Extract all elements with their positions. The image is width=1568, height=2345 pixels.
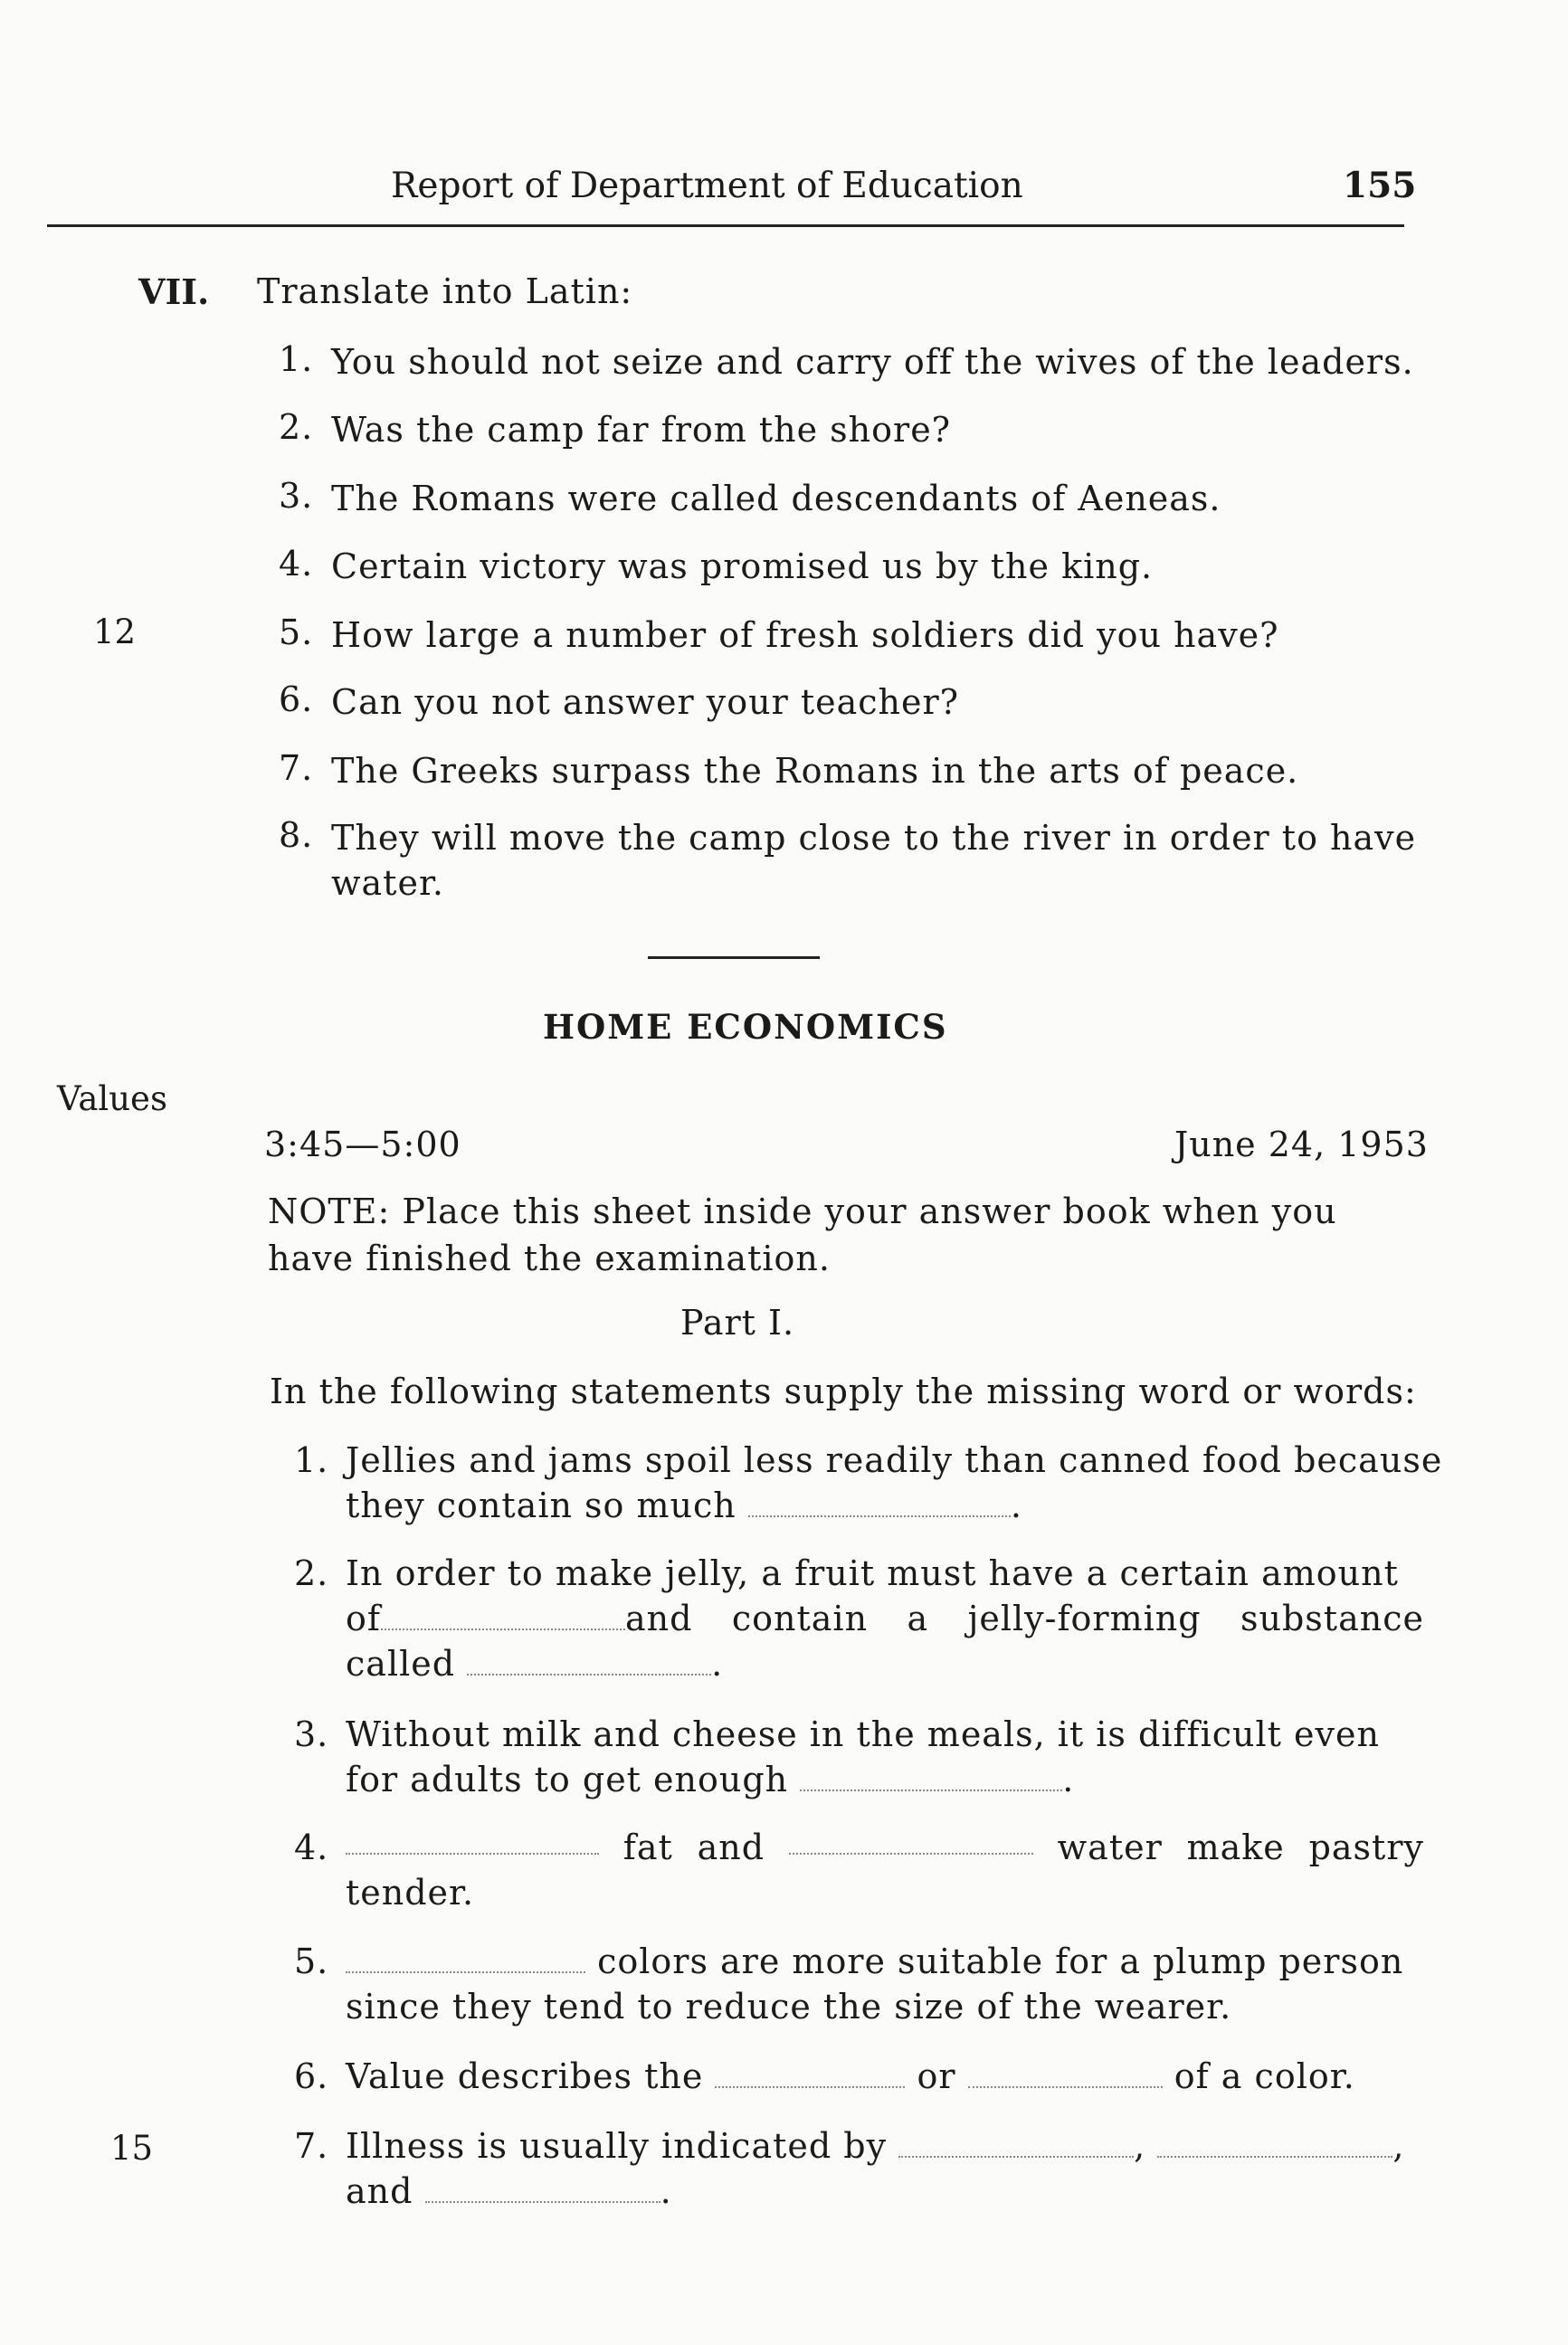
- item-text: How large a number of fresh soldiers did you have?: [331, 615, 1279, 655]
- exam-note: [268, 1188, 1421, 1282]
- item-line: [346, 1714, 1424, 1754]
- item-text: .: [1062, 1760, 1075, 1799]
- margin-values-label: Values: [57, 1079, 167, 1118]
- item-number: 6.: [279, 679, 314, 719]
- item-text: Jellies and jams spoil less readily than canned food because: [346, 1440, 1443, 1480]
- item-text: ,: [1392, 2126, 1405, 2166]
- item-text: water: [1057, 1828, 1163, 1867]
- item-number: 2.: [294, 1553, 329, 1593]
- item-text: Value describes the: [346, 2056, 704, 2096]
- answer-blank[interactable]: [898, 2131, 1134, 2158]
- item-text: of a color.: [1174, 2056, 1355, 2096]
- item-text: Can you not answer your teacher?: [331, 682, 960, 722]
- item-number: 5.: [294, 1942, 329, 1981]
- answer-blank[interactable]: [467, 1648, 711, 1676]
- item-number: 3.: [279, 476, 314, 516]
- item-number: 3.: [294, 1714, 329, 1754]
- item-text: make: [1186, 1828, 1285, 1867]
- item-text: The Romans were called descendants of Aeneas.: [331, 479, 1221, 518]
- item-number: 8.: [279, 815, 314, 855]
- item-line: [346, 1760, 1424, 1799]
- margin-value: 15: [110, 2129, 154, 2168]
- header-rule: [47, 224, 1404, 227]
- item-text: and: [624, 1599, 693, 1638]
- section-divider: [648, 956, 820, 959]
- answer-blank[interactable]: [748, 1490, 1011, 1517]
- exam-time: 3:45—5:00: [264, 1125, 461, 1164]
- item-line: [346, 2126, 1424, 2166]
- item-text: They will move the camp close to the river in order to have water.: [331, 818, 1417, 903]
- answer-blank[interactable]: [425, 2176, 660, 2203]
- item-line: [346, 1599, 1424, 1638]
- item-text: You should not seize and carry off the wives of the leaders.: [331, 342, 1414, 382]
- section-heading: Translate into Latin:: [257, 271, 633, 311]
- answer-blank[interactable]: [346, 1828, 599, 1855]
- item-text: .: [1010, 1486, 1022, 1525]
- item-text: they contain so much: [346, 1486, 736, 1525]
- item-text: substance: [1240, 1599, 1424, 1638]
- item-text: ,: [1134, 2126, 1146, 2166]
- item-text: .: [660, 2171, 672, 2211]
- item-text: The Greeks surpass the Romans in the arts of peace.: [331, 751, 1299, 791]
- item-line: [346, 1440, 1443, 1480]
- exam-title: HOME ECONOMICS: [543, 1007, 948, 1047]
- item-line: [346, 1942, 1424, 1981]
- item-number: 1.: [294, 1440, 329, 1480]
- item-text: for adults to get enough: [346, 1760, 789, 1799]
- item-text: pastry: [1308, 1828, 1424, 1867]
- item-text: tender.: [346, 1873, 475, 1913]
- note-text: NOTE: Place this sheet inside your answer book when you have finished the examination.: [268, 1191, 1337, 1278]
- item-text: and: [346, 2171, 413, 2211]
- item-text: jelly-forming: [967, 1599, 1202, 1638]
- item-line: [346, 1553, 1424, 1593]
- answer-blank[interactable]: [1157, 2131, 1392, 2158]
- item-text: Without milk and cheese in the meals, it is difficult even: [346, 1714, 1380, 1754]
- item-number: 7.: [279, 748, 314, 788]
- item-text: contain: [731, 1599, 869, 1638]
- instructions: In the following statements supply the missing word or words:: [270, 1372, 1417, 1411]
- item-text: Was the camp far from the shore?: [331, 410, 952, 450]
- item-text: and: [697, 1828, 765, 1867]
- page-number: 155: [1343, 165, 1417, 206]
- section-numeral: VII.: [138, 271, 210, 312]
- item-line: [346, 1644, 1424, 1684]
- item-text: fat: [622, 1828, 673, 1867]
- item-number: 7.: [294, 2126, 329, 2166]
- item-line: [346, 1486, 1424, 1525]
- item-text: colors are more suitable for a plump person: [597, 1942, 1404, 1981]
- answer-blank[interactable]: [789, 1828, 1033, 1855]
- item-number: 4.: [279, 544, 314, 584]
- item-text: of: [346, 1599, 381, 1638]
- item-line: [346, 2056, 1424, 2096]
- item-number: 4.: [294, 1828, 329, 1867]
- item-text: a: [907, 1599, 929, 1638]
- item-number: 1.: [279, 339, 314, 379]
- item-line: [346, 1828, 1424, 1867]
- item-text: since they tend to reduce the size of the wearer.: [346, 1987, 1232, 2027]
- item-number: 6.: [294, 2056, 329, 2096]
- item-line: [346, 1873, 1424, 1913]
- item-number: 2.: [279, 407, 314, 447]
- item-text: Illness is usually indicated by: [346, 2126, 888, 2166]
- item-text: Certain victory was promised us by the king.: [331, 546, 1154, 586]
- answer-blank[interactable]: [715, 2061, 905, 2088]
- item-number: 5.: [279, 612, 314, 652]
- item-line: [346, 1987, 1424, 2027]
- answer-blank[interactable]: [346, 1946, 585, 1973]
- part-heading: Part I.: [680, 1303, 795, 1343]
- answer-blank[interactable]: [968, 2061, 1163, 2088]
- item-text: called: [346, 1644, 456, 1684]
- answer-blank[interactable]: [800, 1764, 1062, 1791]
- item-text: In order to make jelly, a fruit must have a certain amount: [346, 1553, 1399, 1593]
- item-text: .: [711, 1644, 724, 1684]
- item-line: [346, 2171, 1424, 2211]
- answer-blank[interactable]: [381, 1603, 625, 1630]
- exam-date: June 24, 1953: [1174, 1125, 1429, 1164]
- margin-value: 12: [93, 612, 137, 651]
- item-text: or: [917, 2056, 956, 2096]
- running-head: Report of Department of Education: [391, 166, 1023, 206]
